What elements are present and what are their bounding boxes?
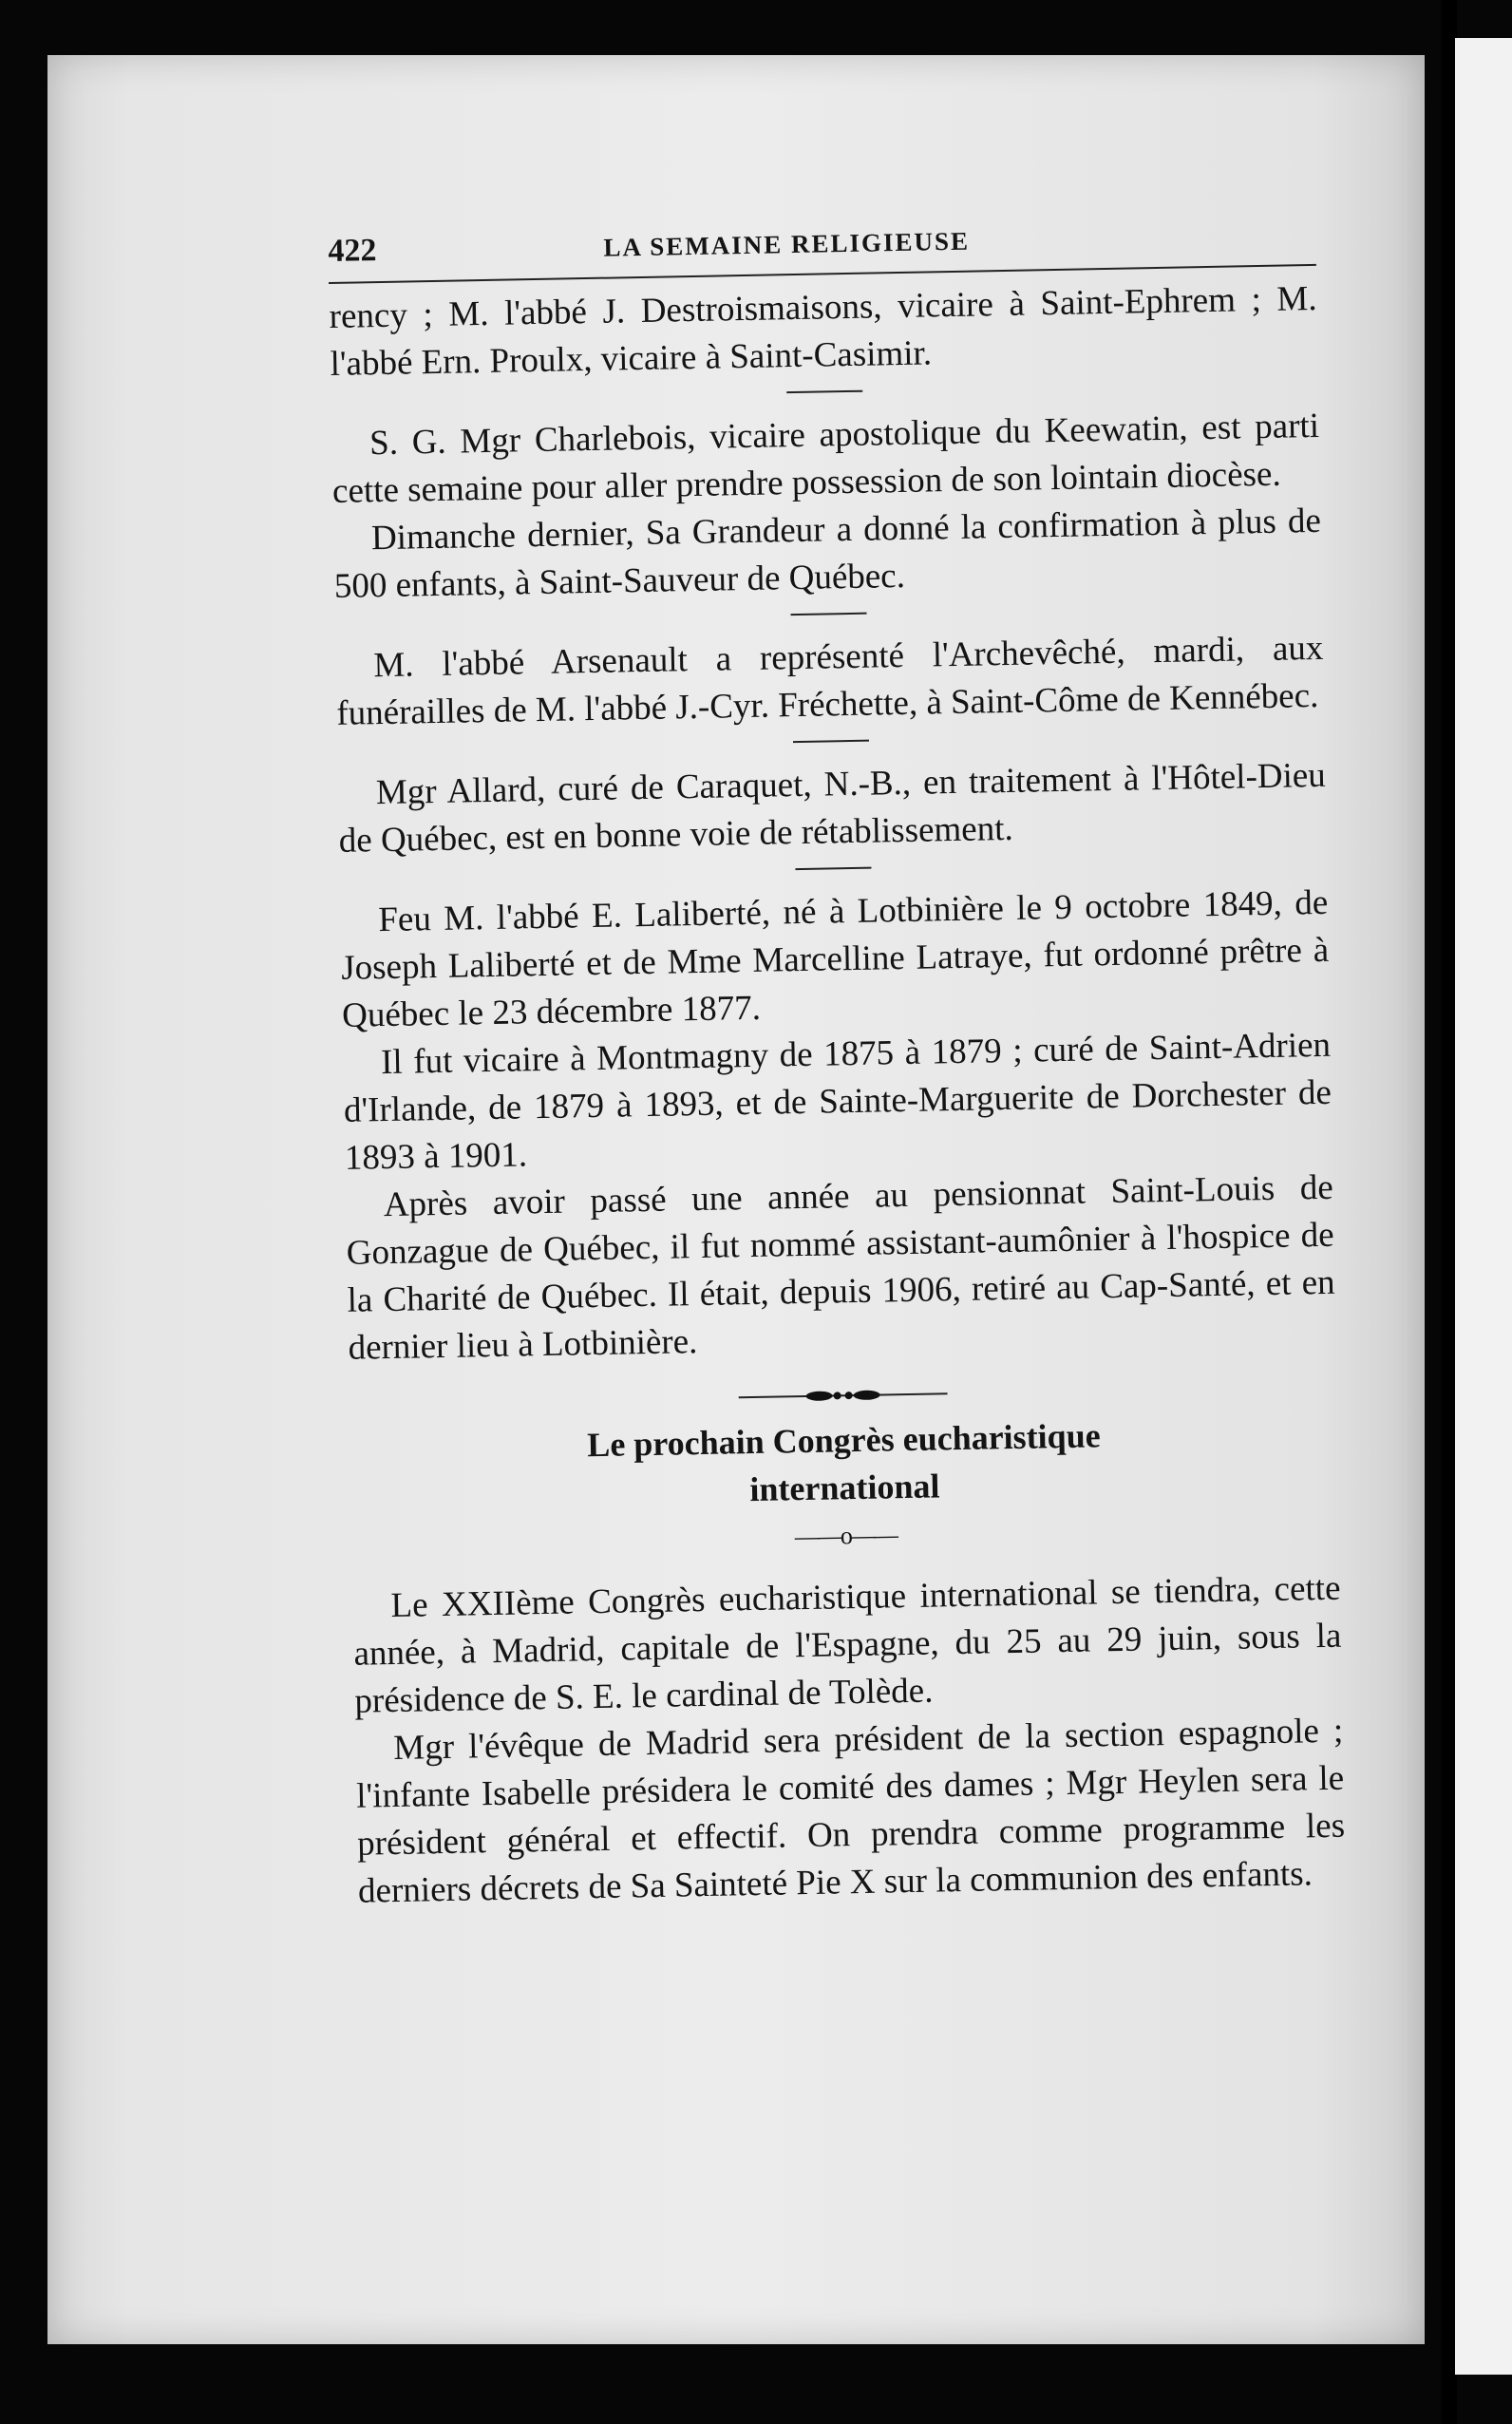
paragraph-congress-madrid: Le XXIIème Congrès eucharistique international se tiendra, cette année, à Madrid, capitale de l'Espagne, du 25 au 29 juin, sous la présidence de S. E. le cardinal de Tolède.: [353, 1568, 1342, 1721]
separator-rule: [795, 867, 871, 870]
paragraph-obituary-laliberte: Feu M. l'abbé E. Laliberté, né à Lotbinière le 9 octobre 1849, de Joseph Laliberté et de Mme Marcelline Latraye, fut ordonné prêtre à Québec le 23 décembre 1877.: [340, 882, 1330, 1035]
section-title-line: Le prochain Congrès eucharistique: [586, 1416, 1101, 1465]
section-separator: ——o——: [794, 1521, 898, 1551]
paragraph-appointments-continued: rency ; M. l'abbé J. Destroismaisons, vicaire à Saint-Ephrem ; M. l'abbé Ern. Proulx, vicaire à Saint-Casimir.: [329, 278, 1317, 384]
page-number: 422: [328, 233, 377, 269]
section-title-line: international: [749, 1467, 940, 1509]
paragraph-laliberte-later: Après avoir passé une année au pensionnat Saint-Louis de Gonzague de Québec, il fut nommé assistant-aumônier à l'hospice de la Charité de Québec. Il était, depuis 1906, retiré au Cap-Santé, et en dernier lieu à Lotbinière.: [346, 1167, 1335, 1368]
paragraph-allard: Mgr Allard, curé de Caraquet, N.-B., en traitement à l'Hôtel-Dieu de Québec, est en bonne voie de rétablissement.: [338, 755, 1327, 861]
ornament-divider-icon: [738, 1386, 947, 1405]
adjacent-page-edge: [1455, 38, 1512, 2375]
paragraph-laliberte-career: Il fut vicaire à Montmagny de 1875 à 1879 ; curé de Saint-Adrien d'Irlande, de 1879 à 1893, et de Sainte-Marguerite de Dorchester de 1893 à 1901.: [343, 1025, 1332, 1178]
separator-rule: [793, 740, 869, 743]
paragraph-congress-organization: Mgr l'évêque de Madrid sera président de la section espagnole ; l'infante Isabelle présidera le comité des dames ; Mgr Heylen sera le président général et effectif. On prendra comme programme les derniers décrets de Sa Sainteté Pie X sur la communion des enfants.: [355, 1711, 1346, 1911]
separator-rule: [791, 613, 867, 615]
separator-rule: [786, 390, 862, 393]
paragraph-confirmation: Dimanche dernier, Sa Grandeur a donné la confirmation à plus de 500 enfants, à Saint-Sauveur de Québec.: [333, 501, 1322, 606]
journal-title: LA SEMAINE RELIGIEUSE: [603, 226, 971, 262]
section-title: [350, 1408, 1339, 1521]
paragraph-arsenault: M. l'abbé Arsenault a représenté l'Archevêché, mardi, aux funérailles de M. l'abbé J.-Cyr. Fréchette, à Saint-Côme de Kennébec.: [335, 628, 1324, 733]
page-text-block: [328, 210, 1346, 1916]
paragraph-charlebois: S. G. Mgr Charlebois, vicaire apostolique du Keewatin, est parti cette semaine pour aller prendre possession de son lointain diocèse.: [331, 406, 1320, 511]
